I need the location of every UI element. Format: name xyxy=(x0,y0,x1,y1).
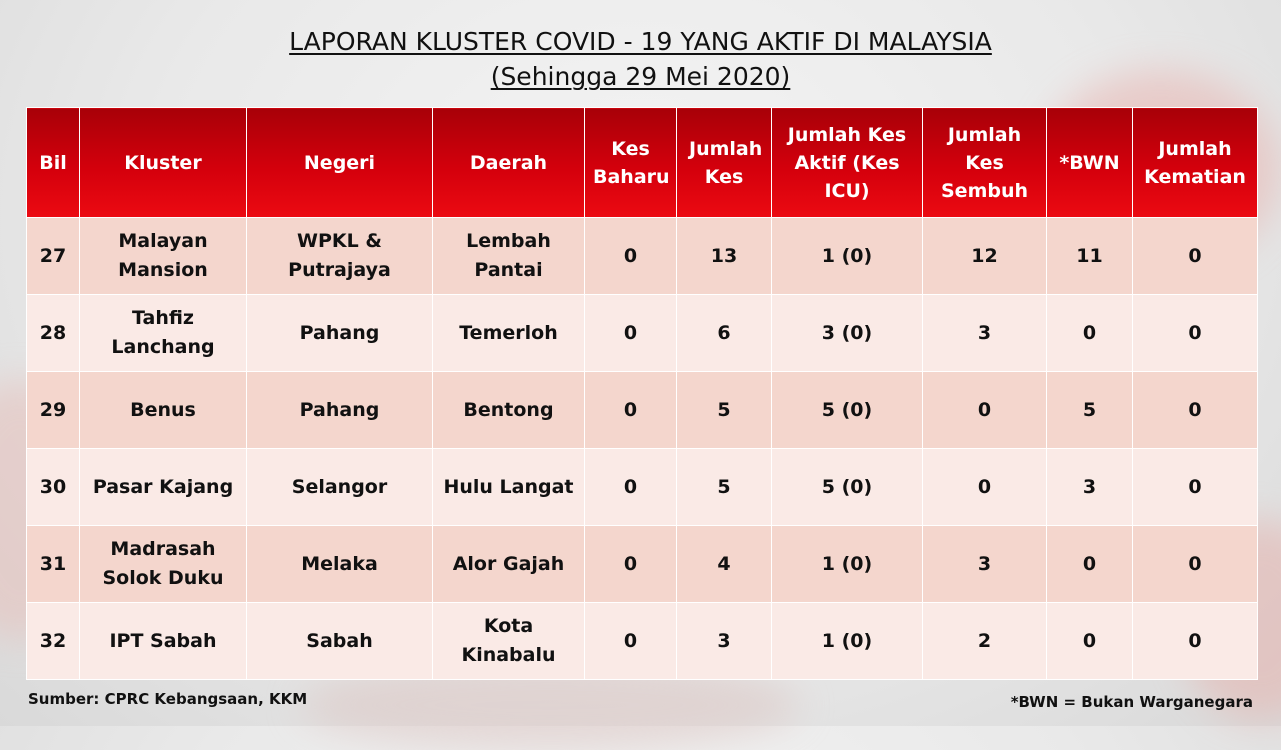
cell-kematian: 0 xyxy=(1133,295,1258,372)
cell-kes-baharu: 0 xyxy=(585,218,677,295)
cell-kematian: 0 xyxy=(1133,449,1258,526)
report-date: (Sehingga 29 Mei 2020) xyxy=(490,62,791,91)
cell-kes-aktif: 1 (0) xyxy=(772,603,923,680)
header-bwn: *BWN xyxy=(1047,108,1133,218)
cell-bwn: 0 xyxy=(1047,526,1133,603)
header-bil: Bil xyxy=(27,108,80,218)
cell-jumlah-kes: 6 xyxy=(677,295,772,372)
header-negeri: Negeri xyxy=(247,108,433,218)
cell-jumlah-kes: 13 xyxy=(677,218,772,295)
cell-negeri: Pahang xyxy=(247,372,433,449)
table-row xyxy=(27,526,1258,603)
cell-kematian: 0 xyxy=(1133,526,1258,603)
cell-bil: 29 xyxy=(27,372,80,449)
cell-daerah: Bentong xyxy=(433,372,585,449)
cell-kes-aktif: 5 (0) xyxy=(772,372,923,449)
table-row xyxy=(27,372,1258,449)
cell-daerah: Alor Gajah xyxy=(433,526,585,603)
cluster-table xyxy=(26,107,1258,680)
cell-daerah: Kota Kinabalu xyxy=(433,603,585,680)
header-kes-aktif: Jumlah Kes Aktif (Kes ICU) xyxy=(772,108,923,218)
cell-bwn: 5 xyxy=(1047,372,1133,449)
cell-kluster: Tahfiz Lanchang xyxy=(80,295,247,372)
cell-kes-sembuh: 2 xyxy=(923,603,1047,680)
cell-bwn: 0 xyxy=(1047,603,1133,680)
header-daerah: Daerah xyxy=(433,108,585,218)
cell-jumlah-kes: 5 xyxy=(677,372,772,449)
cell-kes-sembuh: 0 xyxy=(923,449,1047,526)
cell-kes-baharu: 0 xyxy=(585,603,677,680)
cell-kluster: Madrasah Solok Duku xyxy=(80,526,247,603)
cell-bwn: 0 xyxy=(1047,295,1133,372)
cell-kes-baharu: 0 xyxy=(585,295,677,372)
table-header-row xyxy=(27,108,1258,218)
cell-negeri: Melaka xyxy=(247,526,433,603)
cell-bil: 28 xyxy=(27,295,80,372)
cell-daerah: Hulu Langat xyxy=(433,449,585,526)
table-row xyxy=(27,603,1258,680)
cell-negeri: WPKL & Putrajaya xyxy=(247,218,433,295)
cell-kes-aktif: 5 (0) xyxy=(772,449,923,526)
footnote: *BWN = Bukan Warganegara xyxy=(1010,693,1253,711)
table-row xyxy=(27,449,1258,526)
cell-negeri: Selangor xyxy=(247,449,433,526)
cell-bwn: 3 xyxy=(1047,449,1133,526)
cell-kes-sembuh: 12 xyxy=(923,218,1047,295)
header-kematian: Jumlah Kematian xyxy=(1133,108,1258,218)
cell-bil: 30 xyxy=(27,449,80,526)
cell-bil: 27 xyxy=(27,218,80,295)
cell-kluster: Benus xyxy=(80,372,247,449)
cell-kes-sembuh: 0 xyxy=(923,372,1047,449)
cell-kes-baharu: 0 xyxy=(585,526,677,603)
cell-jumlah-kes: 5 xyxy=(677,449,772,526)
cell-kes-sembuh: 3 xyxy=(923,526,1047,603)
header-kes-sembuh: Jumlah Kes Sembuh xyxy=(923,108,1047,218)
cell-negeri: Pahang xyxy=(247,295,433,372)
cell-negeri: Sabah xyxy=(247,603,433,680)
cell-jumlah-kes: 4 xyxy=(677,526,772,603)
source-note: Sumber: CPRC Kebangsaan, KKM xyxy=(28,690,308,708)
cell-bil: 31 xyxy=(27,526,80,603)
cell-kematian: 0 xyxy=(1133,603,1258,680)
cell-kematian: 0 xyxy=(1133,372,1258,449)
cell-jumlah-kes: 3 xyxy=(677,603,772,680)
cell-bwn: 11 xyxy=(1047,218,1133,295)
cell-kes-baharu: 0 xyxy=(585,449,677,526)
table-row xyxy=(27,295,1258,372)
header-jumlah-kes: Jumlah Kes xyxy=(677,108,772,218)
header-kluster: Kluster xyxy=(80,108,247,218)
cell-kluster: Pasar Kajang xyxy=(80,449,247,526)
cell-kes-sembuh: 3 xyxy=(923,295,1047,372)
cell-kes-aktif: 3 (0) xyxy=(772,295,923,372)
cell-kluster: IPT Sabah xyxy=(80,603,247,680)
cell-kematian: 0 xyxy=(1133,218,1258,295)
cell-daerah: Lembah Pantai xyxy=(433,218,585,295)
cell-kes-aktif: 1 (0) xyxy=(772,218,923,295)
cell-daerah: Temerloh xyxy=(433,295,585,372)
cell-kes-baharu: 0 xyxy=(585,372,677,449)
report-title: LAPORAN KLUSTER COVID - 19 YANG AKTIF DI MALAYSIA xyxy=(289,27,992,56)
header-kes-baharu: Kes Baharu xyxy=(585,108,677,218)
cell-kluster: Malayan Mansion xyxy=(80,218,247,295)
cell-bil: 32 xyxy=(27,603,80,680)
cell-kes-aktif: 1 (0) xyxy=(772,526,923,603)
table-row xyxy=(27,218,1258,295)
